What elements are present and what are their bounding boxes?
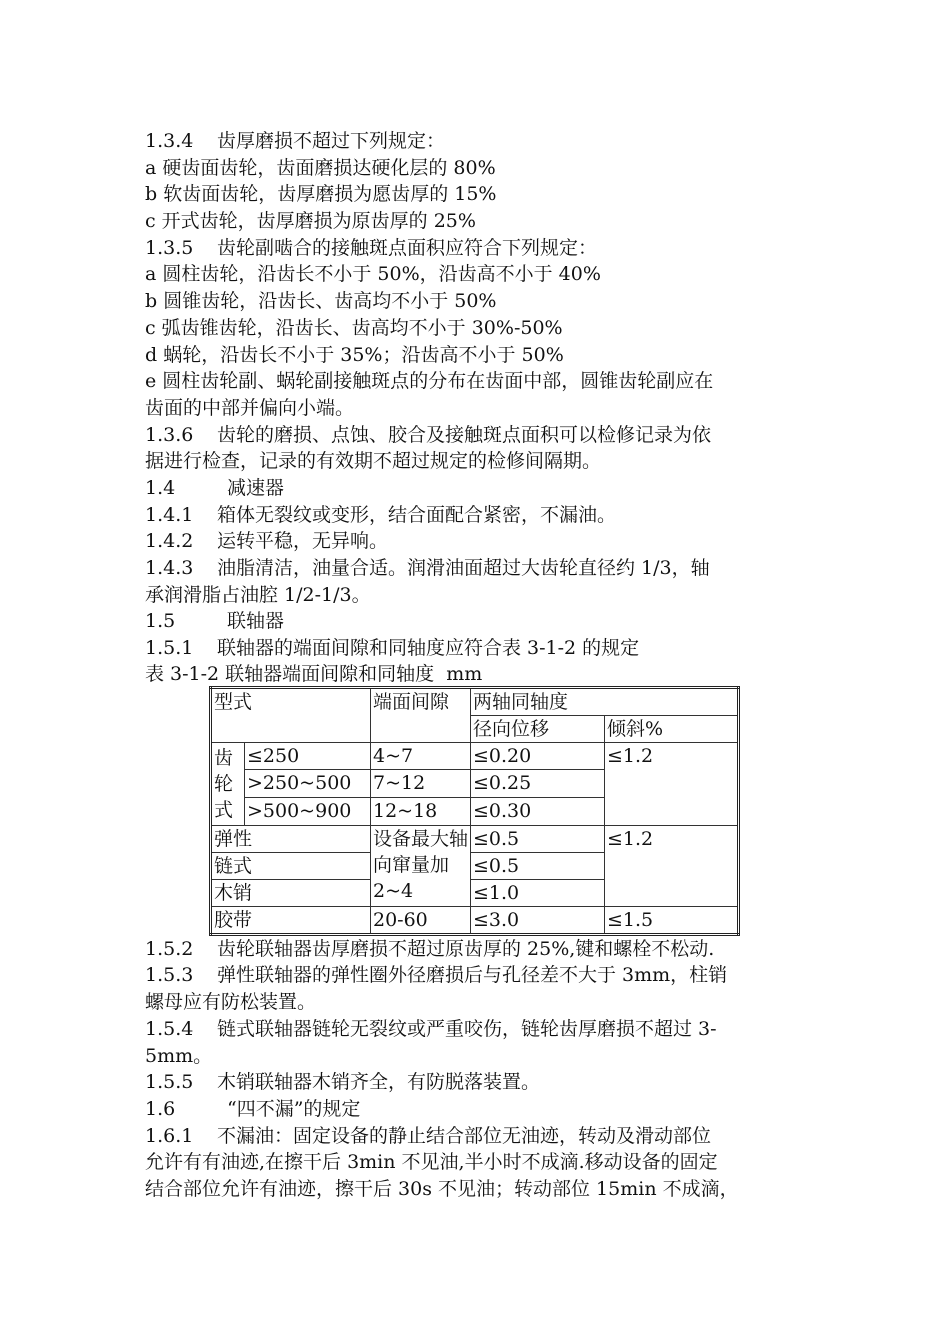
section-number: 1.5.5 [145, 1071, 194, 1094]
text-line [145, 128, 810, 155]
line-text: 运转平稳，无异响。 [217, 530, 389, 553]
text-line [145, 395, 810, 422]
section-number: 1.3.4 [145, 130, 194, 152]
gear-tilt: ≤1.2 [605, 742, 739, 825]
line-text: e 圆柱齿轮副、蜗轮副接触斑点的分布在齿面中部，圆锥齿轮副应在 [145, 370, 714, 393]
line-text: 齿厚磨损不超过下列规定： [217, 130, 446, 152]
gear-gap: 12~18 [371, 798, 471, 826]
header-tilt: 倾斜% [605, 715, 739, 742]
text-line [145, 181, 810, 208]
header-radial: 径向位移 [471, 715, 605, 742]
text-line [145, 582, 810, 609]
line-text: 螺母应有防松装置。 [145, 991, 317, 1014]
text-line [145, 989, 810, 1016]
line-text: a 硬齿面齿轮，齿面磨损达硬化层的 80% [145, 156, 496, 179]
section-number: 1.4 [145, 476, 176, 499]
section-number: 1.5.2 [145, 937, 194, 960]
section-number: 1.3.6 [145, 423, 194, 446]
section-number: 1.3.5 [145, 236, 194, 259]
line-text: 箱体无裂纹或变形，结合面配合紧密，不漏油。 [217, 503, 617, 526]
other-type: 弹性 [211, 825, 371, 852]
section-number: 1.4.2 [145, 530, 194, 553]
other-type: 链式 [211, 852, 371, 879]
text-line [145, 1016, 810, 1043]
text-line [145, 422, 810, 449]
gear-radial: ≤0.25 [471, 770, 605, 798]
line-text: 油脂清洁，油量合适。润滑油面超过大齿轮直径约 1/3，轴 [217, 557, 710, 579]
other-tilt: ≤1.2 [605, 825, 739, 906]
gear-gap: 4~7 [371, 742, 471, 770]
table-row [211, 906, 739, 934]
other-radial: ≤0.5 [471, 852, 605, 879]
section-number: 1.5.3 [145, 964, 194, 987]
text-line [145, 608, 810, 635]
text-line [145, 261, 810, 288]
line-text: 减速器 [227, 476, 285, 499]
belt-gap: 20-60 [371, 906, 471, 934]
other-radial: ≤0.5 [471, 825, 605, 852]
belt-tilt: ≤1.5 [605, 906, 739, 934]
table-header-row [211, 687, 739, 715]
belt-radial: ≤3.0 [471, 906, 605, 934]
text-line [145, 1043, 810, 1070]
text-line [145, 315, 810, 342]
gear-radial: ≤0.30 [471, 798, 605, 826]
text-line [145, 448, 810, 475]
text-line [145, 1096, 810, 1123]
section-number: 1.4.3 [145, 557, 194, 579]
text-line [145, 635, 810, 662]
line-text: 5mm。 [145, 1044, 213, 1067]
gear-range: ≤250 [245, 742, 371, 770]
belt-type: 胶带 [211, 906, 371, 934]
table-row [211, 742, 739, 770]
line-text: 齿轮的磨损、点蚀、胶合及接触斑点面积可以检修记录为依 [217, 423, 712, 446]
gear-range: >250~500 [245, 770, 371, 798]
section-number: 1.5 [145, 610, 176, 633]
line-text: b 软齿面齿轮，齿厚磨损为愿齿厚的 15% [145, 183, 497, 206]
table-row [211, 825, 739, 852]
line-text: c 弧齿锥齿轮，沿齿长、齿高均不小于 30%-50% [145, 316, 563, 339]
line-text: 联轴器的端面间隙和同轴度应符合表 3-1-2 的规定 [217, 637, 640, 660]
text-line [145, 1176, 810, 1203]
line-text: 木销联轴器木销齐全，有防脱落装置。 [217, 1071, 541, 1094]
text-line [145, 502, 810, 529]
section-number: 1.6 [145, 1097, 176, 1120]
line-text: c 开式齿轮，齿厚磨损为原齿厚的 25% [145, 210, 476, 233]
gear-range: >500~900 [245, 798, 371, 826]
line-text: 齿轮联轴器齿厚磨损不超过原齿厚的 25%,键和螺栓不松动. [217, 937, 715, 960]
section-number: 1.5.1 [145, 637, 194, 660]
other-type: 木销 [211, 879, 371, 906]
line-text: “四不漏”的规定 [227, 1097, 361, 1120]
text-line [145, 342, 810, 369]
text-line [145, 936, 810, 963]
gear-radial: ≤0.20 [471, 742, 605, 770]
other-gap: 设备最大轴向窜量加 2~4 [371, 825, 471, 906]
section-number: 1.5.4 [145, 1017, 194, 1040]
document-body [145, 128, 810, 1203]
text-line [145, 235, 810, 262]
table-caption: 表 3-1-2 联轴器端面间隙和同轴度 mm [145, 662, 483, 685]
text-line [145, 155, 810, 182]
line-text: 联轴器 [227, 610, 285, 633]
line-text: a 圆柱齿轮，沿齿长不小于 50%，沿齿高不小于 40% [145, 263, 601, 286]
line-text: 不漏油：固定设备的静止结合部位无油迹，转动及滑动部位 [217, 1124, 712, 1147]
line-text: 承润滑脂占油腔 1/2-1/3。 [145, 583, 371, 606]
text-line [145, 528, 810, 555]
text-line [145, 1149, 810, 1176]
text-line [145, 1069, 810, 1096]
line-text: 链式联轴器链轮无裂纹或严重咬伤，链轮齿厚磨损不超过 3- [217, 1017, 717, 1040]
line-text: 允许有有油迹,在擦干后 3min 不见油,半小时不成滴.移动设备的固定 [145, 1151, 718, 1174]
section-number: 1.6.1 [145, 1124, 194, 1147]
text-line [145, 208, 810, 235]
text-line [145, 555, 810, 582]
text-line [145, 1123, 810, 1150]
header-coaxiality: 两轴同轴度 [471, 687, 739, 715]
header-gap: 端面间隙 [371, 687, 471, 742]
line-text: b 圆锥齿轮，沿齿长、齿高均不小于 50% [145, 290, 497, 313]
text-line [145, 962, 810, 989]
line-text: 据进行检查，记录的有效期不超过规定的检修间隔期。 [145, 450, 602, 473]
line-text: 齿轮副啮合的接触斑点面积应符合下列规定： [217, 236, 598, 259]
line-text: d 蜗轮，沿齿长不小于 35%；沿齿高不小于 50% [145, 343, 564, 366]
gear-type-label: 齿轮式 [211, 742, 245, 825]
text-block-before-table [145, 128, 810, 662]
section-number: 1.4.1 [145, 503, 194, 526]
text-line [145, 288, 810, 315]
text-block-after-table [145, 936, 810, 1203]
coupling-spec-table [209, 686, 740, 936]
line-text: 结合部位允许有油迹，擦干后 30s 不见油；转动部位 15min 不成滴， [145, 1177, 739, 1200]
gear-gap: 7~12 [371, 770, 471, 798]
header-type: 型式 [211, 687, 371, 742]
line-text: 弹性联轴器的弹性圈外径磨损后与孔径差不大于 3mm，柱销 [217, 964, 728, 987]
other-radial: ≤1.0 [471, 879, 605, 906]
line-text: 齿面的中部并偏向小端。 [145, 396, 355, 419]
text-line [145, 368, 810, 395]
text-line [145, 475, 810, 502]
